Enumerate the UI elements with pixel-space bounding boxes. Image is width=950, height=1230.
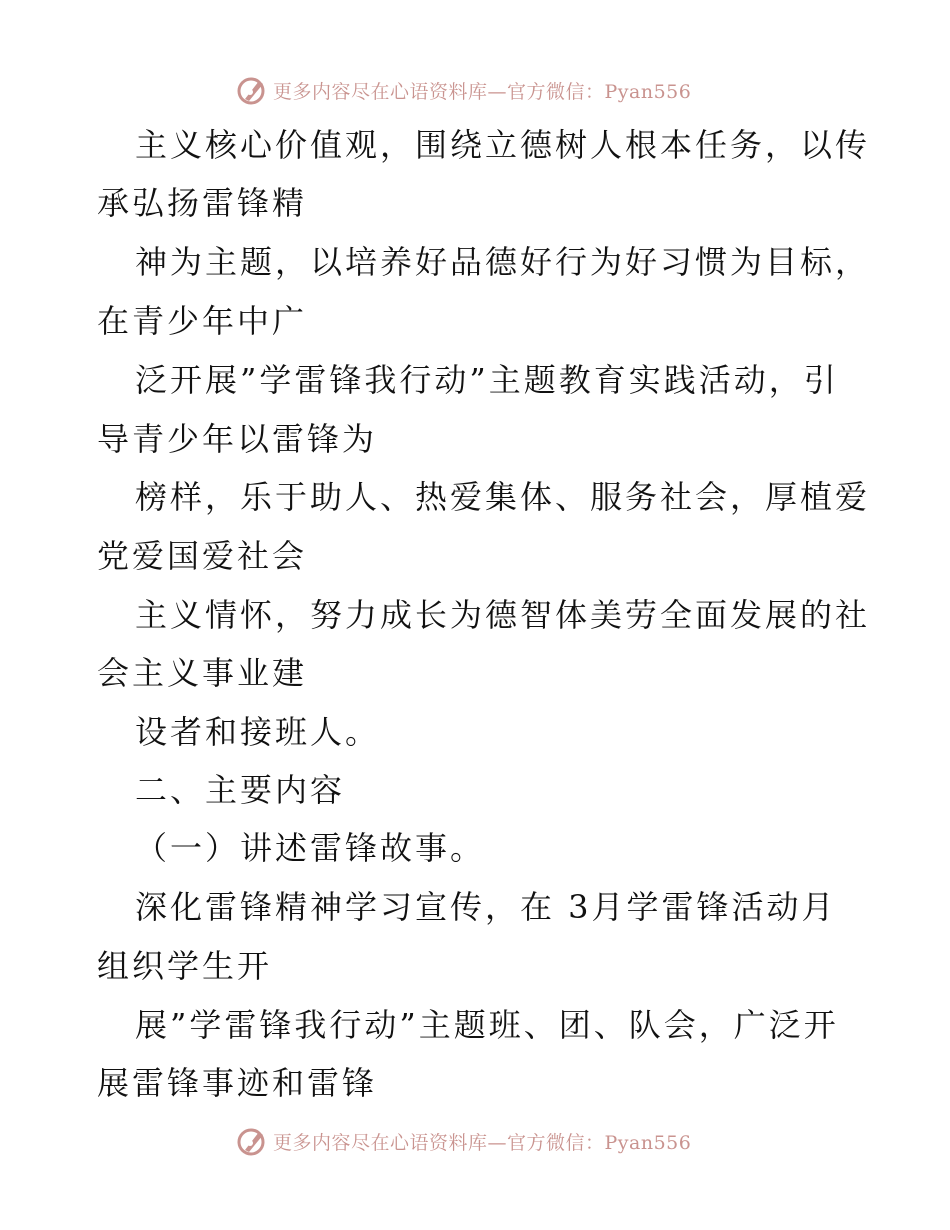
watermark-text: 更多内容尽在心语资料库—官方微信：Pyan556 (273, 1131, 692, 1154)
text-line: 主义情怀，努力成长为德智体美劳全面发展的社 (135, 596, 871, 634)
text-line: 承弘扬雷锋精 (97, 184, 308, 222)
text-line: 在青少年中广 (97, 302, 308, 340)
logo-pen-icon (235, 1124, 269, 1158)
text-line: 榜样，乐于助人、热爱集体、服务社会，厚植爱 (135, 478, 871, 516)
text-line: 展”学雷锋我行动”主题班、团、队会，广泛开 (135, 1006, 839, 1044)
text-line: 展雷锋事迹和雷锋 (97, 1064, 378, 1102)
header-watermark (0, 73, 950, 107)
text-line: 会主义事业建 (97, 654, 308, 692)
text-line: 导青少年以雷锋为 (97, 420, 378, 458)
text-line: 组织学生开 (97, 947, 273, 985)
footer-watermark (0, 1124, 950, 1158)
watermark-text: 更多内容尽在心语资料库—官方微信：Pyan556 (273, 80, 692, 103)
text-line: 神为主题，以培养好品德好行为好习惯为目标， (135, 243, 871, 281)
text-line: 设者和接班人。 (135, 713, 381, 751)
text-line: 党爱国爱社会 (97, 537, 308, 575)
text-line: 深化雷锋精神学习宣传，在 3月学雷锋活动月 (135, 888, 837, 926)
section-heading: 二、主要内容 (135, 771, 346, 809)
logo-pen-icon (235, 73, 269, 107)
subsection-heading: （一）讲述雷锋故事。 (135, 829, 486, 867)
text-line: 主义核心价值观，围绕立德树人根本任务，以传 (135, 126, 871, 164)
text-line: 泛开展”学雷锋我行动”主题教育实践活动，引 (135, 361, 839, 399)
